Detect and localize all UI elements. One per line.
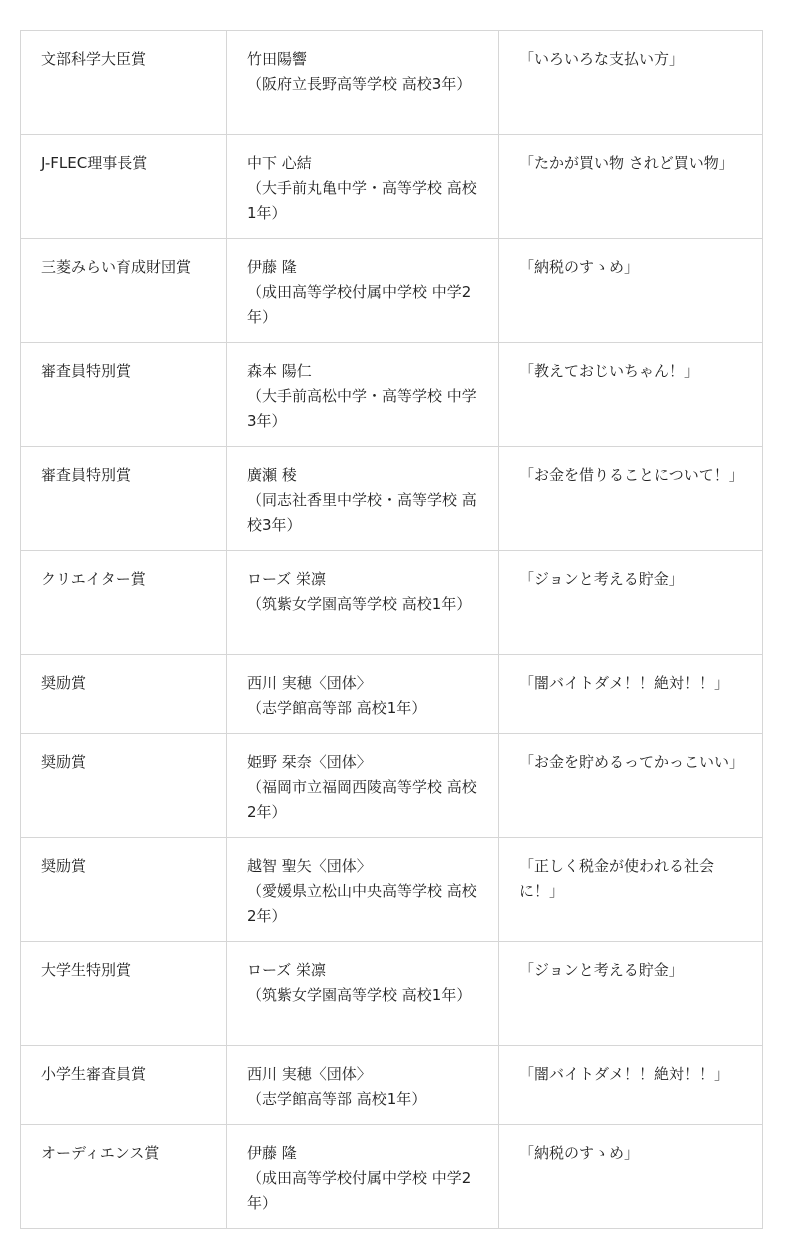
recipient-cell <box>227 239 499 343</box>
recipient-school: （同志社香里中学校・高等学校 高校3年） <box>247 491 477 534</box>
recipient-cell <box>227 135 499 239</box>
work-title-cell: 「闇バイトダメ！！絶対！！」 <box>499 1046 763 1125</box>
table-row <box>21 838 763 942</box>
award-name-cell: 小学生審査員賞 <box>21 1046 227 1125</box>
recipient-cell <box>227 551 499 655</box>
recipient-name: 姫野 栞奈〈団体〉 <box>247 753 372 771</box>
work-title-cell: 「納税のすゝめ」 <box>499 1125 763 1229</box>
recipient-name: 中下 心結 <box>247 154 312 172</box>
recipient-cell <box>227 734 499 838</box>
recipient-school: （志学館高等部 高校1年） <box>247 699 427 717</box>
award-name-cell: J-FLEC理事長賞 <box>21 135 227 239</box>
table-row <box>21 31 763 135</box>
award-name-cell: 奨励賞 <box>21 655 227 734</box>
recipient-school: （成田高等学校付属中学校 中学2年） <box>247 283 472 326</box>
work-title-cell: 「闇バイトダメ！！絶対！！」 <box>499 655 763 734</box>
recipient-name: 伊藤 隆 <box>247 258 297 276</box>
recipient-cell <box>227 31 499 135</box>
award-name-cell: 三菱みらい育成財団賞 <box>21 239 227 343</box>
table-row <box>21 239 763 343</box>
recipient-cell <box>227 1125 499 1229</box>
recipient-school: （阪府立長野高等学校 高校3年） <box>247 75 472 93</box>
table-row <box>21 1125 763 1229</box>
award-name-cell: 大学生特別賞 <box>21 942 227 1046</box>
awards-table <box>20 30 763 1229</box>
recipient-school: （大手前高松中学・高等学校 中学3年） <box>247 387 477 430</box>
recipient-cell <box>227 838 499 942</box>
table-row <box>21 551 763 655</box>
table-row <box>21 734 763 838</box>
recipient-cell <box>227 942 499 1046</box>
table-row <box>21 1046 763 1125</box>
award-name-cell: クリエイター賞 <box>21 551 227 655</box>
recipient-school: （筑紫女学園高等学校 高校1年） <box>247 986 472 1004</box>
recipient-name: ローズ 栄凛 <box>247 961 327 979</box>
recipient-name: 伊藤 隆 <box>247 1144 297 1162</box>
recipient-name: 森本 陽仁 <box>247 362 312 380</box>
recipient-cell <box>227 655 499 734</box>
work-title-cell: 「いろいろな支払い方」 <box>499 31 763 135</box>
table-row <box>21 135 763 239</box>
recipient-name: 西川 実穂〈団体〉 <box>247 1065 372 1083</box>
award-name-cell: 奨励賞 <box>21 734 227 838</box>
recipient-school: （大手前丸亀中学・高等学校 高校1年） <box>247 179 477 222</box>
table-row <box>21 942 763 1046</box>
table-row <box>21 447 763 551</box>
table-row <box>21 343 763 447</box>
work-title-cell: 「たかが買い物 されど買い物」 <box>499 135 763 239</box>
work-title-cell: 「教えておじいちゃん！」 <box>499 343 763 447</box>
award-name-cell: 奨励賞 <box>21 838 227 942</box>
work-title-cell: 「正しく税金が使われる社会に！」 <box>499 838 763 942</box>
award-name-cell: 審査員特別賞 <box>21 343 227 447</box>
award-name-cell: オーディエンス賞 <box>21 1125 227 1229</box>
recipient-name: 廣瀬 稜 <box>247 466 297 484</box>
work-title-cell: 「ジョンと考える貯金」 <box>499 942 763 1046</box>
recipient-cell <box>227 447 499 551</box>
award-name-cell: 審査員特別賞 <box>21 447 227 551</box>
recipient-school: （志学館高等部 高校1年） <box>247 1090 427 1108</box>
recipient-cell <box>227 1046 499 1125</box>
recipient-school: （福岡市立福岡西陵高等学校 高校2年） <box>247 778 477 821</box>
recipient-name: 越智 聖矢〈団体〉 <box>247 857 372 875</box>
recipient-name: 西川 実穂〈団体〉 <box>247 674 372 692</box>
table-row <box>21 655 763 734</box>
recipient-school: （成田高等学校付属中学校 中学2年） <box>247 1169 472 1212</box>
recipient-name: ローズ 栄凛 <box>247 570 327 588</box>
work-title-cell: 「納税のすゝめ」 <box>499 239 763 343</box>
recipient-school: （愛媛県立松山中央高等学校 高校2年） <box>247 882 477 925</box>
work-title-cell: 「ジョンと考える貯金」 <box>499 551 763 655</box>
award-name-cell: 文部科学大臣賞 <box>21 31 227 135</box>
work-title-cell: 「お金を貯めるってかっこいい」 <box>499 734 763 838</box>
recipient-name: 竹田陽響 <box>247 50 308 68</box>
recipient-cell <box>227 343 499 447</box>
work-title-cell: 「お金を借りることについて！」 <box>499 447 763 551</box>
recipient-school: （筑紫女学園高等学校 高校1年） <box>247 595 472 613</box>
